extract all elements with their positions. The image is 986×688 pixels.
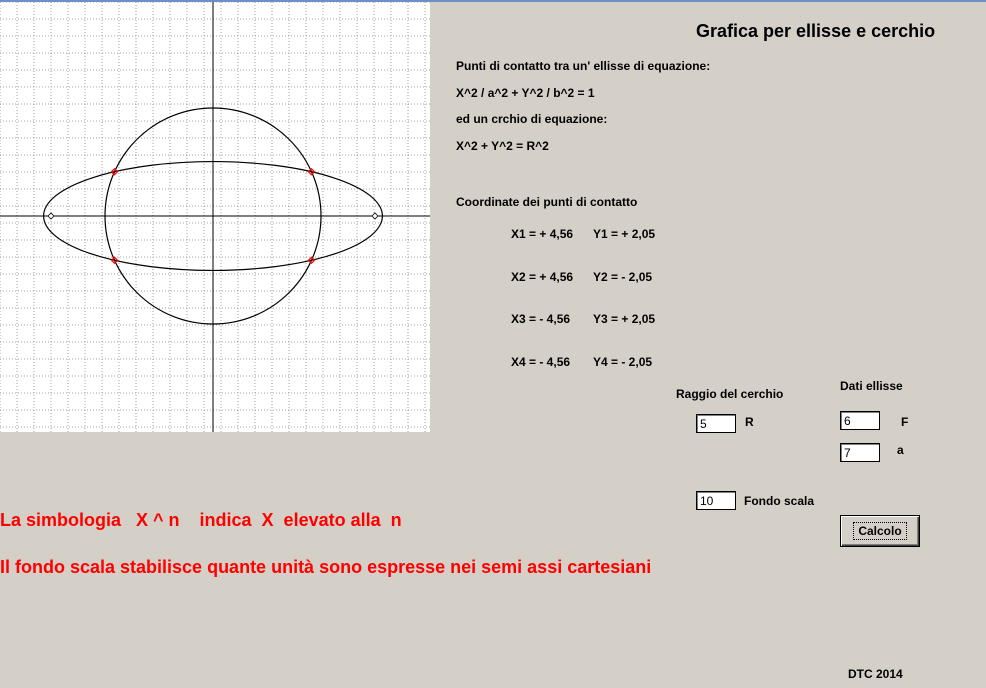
scale-note: Il fondo scala stabilisce quante unità sono espresse nei semi assi cartesiani [0, 557, 652, 577]
radius-input[interactable] [696, 414, 736, 433]
circle-equation: X^2 + Y^2 = R^2 [456, 139, 549, 153]
point-1-y: Y1 = + 2,05 [593, 227, 656, 241]
graph-canvas [0, 2, 430, 432]
ellipse-data-label: Dati ellisse [840, 379, 903, 393]
radius-label: Raggio del cerchio [676, 387, 784, 401]
point-3-y: Y3 = + 2,05 [593, 312, 656, 326]
calculate-button-label: Calcolo [853, 522, 906, 540]
page-title: Grafica per ellisse e cerchio [696, 21, 936, 41]
scale-input[interactable] [696, 491, 736, 510]
symbology-note: La simbologia X ^ n indica X elevato alla n [0, 510, 402, 530]
point-1-x: X1 = + 4,56 [511, 227, 574, 241]
grid-lines [0, 2, 430, 432]
cartesian-axes [0, 2, 430, 432]
radius-unit-label: R [745, 415, 754, 429]
intro-text: Punti di contatto tra un' ellisse di equazione: [456, 59, 711, 73]
calculate-button[interactable] [840, 515, 920, 547]
circle-intro-text: ed un crchio di equazione: [456, 112, 608, 126]
focus-marker [372, 213, 378, 219]
credit-text: DTC 2014 [848, 667, 903, 681]
point-4-x: X4 = - 4,56 [511, 355, 571, 369]
focus-marker [48, 213, 54, 219]
point-3-x: X3 = - 4,56 [511, 312, 571, 326]
scale-label: Fondo scala [744, 494, 815, 508]
point-2-y: Y2 = - 2,05 [593, 270, 653, 284]
focus-input[interactable] [840, 411, 880, 430]
focus-unit-label: F [901, 415, 909, 429]
semi-axis-a-input[interactable] [840, 443, 880, 462]
coords-heading: Coordinate dei punti di contatto [456, 195, 638, 209]
point-4-y: Y4 = - 2,05 [593, 355, 653, 369]
ellipse-equation: X^2 / a^2 + Y^2 / b^2 = 1 [456, 86, 595, 100]
semi-axis-a-label: a [897, 443, 904, 457]
point-2-x: X2 = + 4,56 [511, 270, 574, 284]
